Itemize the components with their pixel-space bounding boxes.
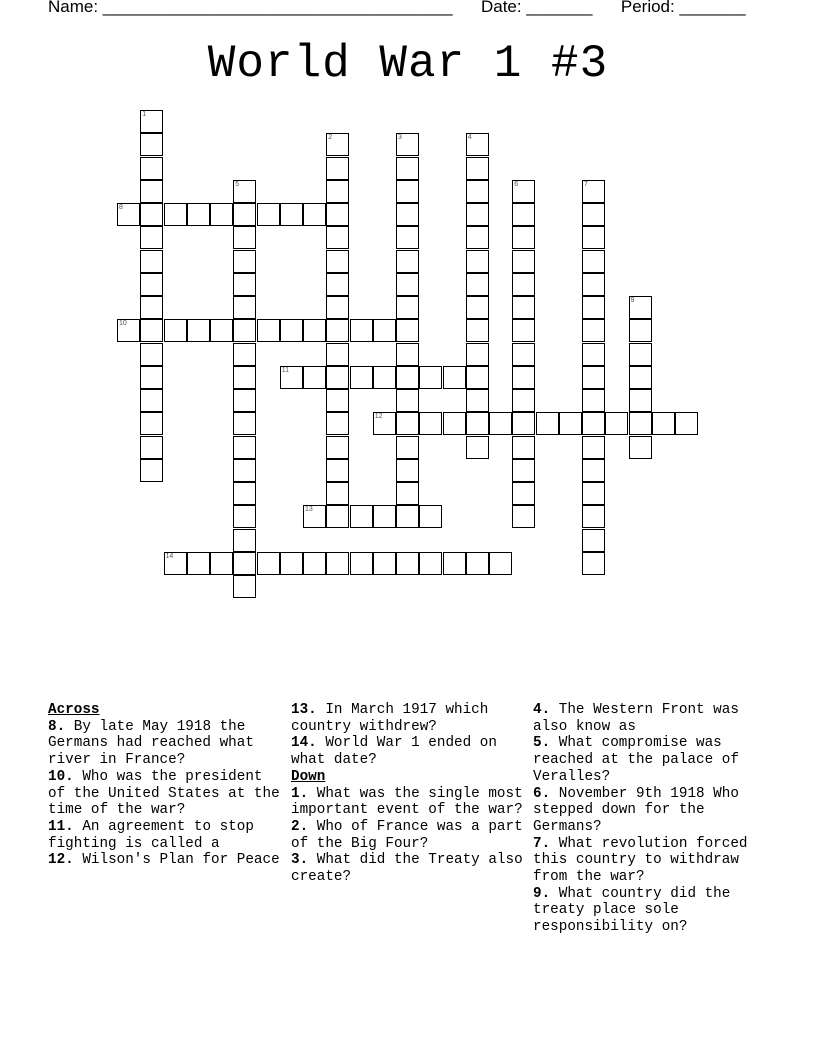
- crossword-cell[interactable]: [326, 180, 349, 203]
- crossword-cell[interactable]: [326, 505, 349, 528]
- crossword-cell[interactable]: [466, 319, 489, 342]
- crossword-cell[interactable]: [140, 226, 163, 249]
- crossword-cell[interactable]: [512, 250, 535, 273]
- crossword-cell[interactable]: [396, 296, 419, 319]
- crossword-cell[interactable]: [280, 366, 303, 389]
- crossword-cell[interactable]: [466, 203, 489, 226]
- crossword-cell[interactable]: [233, 180, 256, 203]
- crossword-cell[interactable]: [512, 180, 535, 203]
- crossword-cell[interactable]: [466, 366, 489, 389]
- crossword-cell[interactable]: [512, 389, 535, 412]
- crossword-cell[interactable]: [140, 343, 163, 366]
- crossword-cell[interactable]: [233, 250, 256, 273]
- crossword-cell[interactable]: [396, 482, 419, 505]
- clue-down-6: 6. November 9th 1918 Who stepped down for the Germans?: [533, 785, 739, 835]
- crossword-cell[interactable]: [629, 366, 652, 389]
- crossword-cell[interactable]: [187, 552, 210, 575]
- crossword-cell[interactable]: [536, 412, 559, 435]
- crossword-cell[interactable]: [512, 412, 535, 435]
- crossword-cell[interactable]: [629, 319, 652, 342]
- crossword-cell[interactable]: [280, 552, 303, 575]
- crossword-cell[interactable]: [605, 412, 628, 435]
- crossword-cell[interactable]: [466, 157, 489, 180]
- crossword-cell[interactable]: [140, 203, 163, 226]
- crossword-cell[interactable]: [326, 436, 349, 459]
- crossword-cell[interactable]: [396, 412, 419, 435]
- crossword-cell[interactable]: [326, 389, 349, 412]
- crossword-cell[interactable]: [396, 157, 419, 180]
- crossword-cell[interactable]: [629, 436, 652, 459]
- crossword-cell[interactable]: [233, 529, 256, 552]
- clue-down-1: 1. What was the single most important event of the war?: [291, 785, 523, 819]
- crossword-cell[interactable]: [396, 250, 419, 273]
- crossword-cell[interactable]: [117, 319, 140, 342]
- crossword-cell[interactable]: [350, 319, 373, 342]
- crossword-cell[interactable]: [373, 552, 396, 575]
- crossword-cell[interactable]: [326, 157, 349, 180]
- crossword-cell[interactable]: [326, 459, 349, 482]
- crossword-cell[interactable]: [303, 552, 326, 575]
- crossword-cell[interactable]: [466, 133, 489, 156]
- crossword-cell[interactable]: [140, 157, 163, 180]
- crossword-cell[interactable]: [164, 552, 187, 575]
- crossword-cell[interactable]: [140, 412, 163, 435]
- clue-number-label: 1: [142, 111, 147, 118]
- clue-across-8: 8. By late May 1918 the Germans had reached what river in France?: [48, 718, 254, 769]
- crossword-cell[interactable]: [210, 319, 233, 342]
- crossword-cell[interactable]: [396, 343, 419, 366]
- crossword-cell[interactable]: [512, 203, 535, 226]
- crossword-cell[interactable]: [326, 273, 349, 296]
- clue-number-label: 12: [374, 413, 383, 421]
- crossword-cell[interactable]: [512, 366, 535, 389]
- clue-number-label: 3: [398, 134, 402, 142]
- crossword-cell[interactable]: [582, 482, 605, 505]
- crossword-cell[interactable]: [396, 366, 419, 389]
- crossword-cell[interactable]: [443, 366, 466, 389]
- crossword-cell[interactable]: [582, 180, 605, 203]
- crossword-cell[interactable]: [512, 505, 535, 528]
- crossword-cell[interactable]: [257, 552, 280, 575]
- crossword-cell[interactable]: [233, 505, 256, 528]
- crossword-cell[interactable]: [396, 180, 419, 203]
- crossword-cell[interactable]: [140, 110, 163, 133]
- crossword-cell[interactable]: [233, 296, 256, 319]
- crossword-cell[interactable]: [466, 180, 489, 203]
- crossword-cell[interactable]: [629, 343, 652, 366]
- clue-down-4: 4. The Western Front was also know as: [533, 702, 739, 735]
- crossword-cell[interactable]: [140, 296, 163, 319]
- crossword-cell[interactable]: [233, 552, 256, 575]
- crossword-cell[interactable]: [233, 343, 256, 366]
- crossword-cell[interactable]: [512, 273, 535, 296]
- crossword-cell[interactable]: [396, 133, 419, 156]
- crossword-cell[interactable]: [582, 226, 605, 249]
- crossword-cell[interactable]: [140, 319, 163, 342]
- crossword-cell[interactable]: [396, 203, 419, 226]
- crossword-cell[interactable]: [396, 459, 419, 482]
- crossword-cell[interactable]: [233, 412, 256, 435]
- date-field[interactable]: Date: _______: [480, 0, 593, 16]
- clue-across-13: 13. In March 1917 which country withdrew?: [291, 702, 489, 735]
- clue-number-label: 13: [305, 506, 313, 514]
- crossword-cell[interactable]: [629, 412, 652, 435]
- crossword-cell[interactable]: [210, 552, 233, 575]
- crossword-cell[interactable]: [326, 552, 349, 575]
- crossword-cell[interactable]: [233, 389, 256, 412]
- crossword-cell[interactable]: [466, 343, 489, 366]
- crossword-cell[interactable]: [466, 552, 489, 575]
- crossword-cell[interactable]: [582, 436, 605, 459]
- crossword-cell[interactable]: [140, 250, 163, 273]
- crossword-cell[interactable]: [419, 552, 442, 575]
- crossword-cell[interactable]: [582, 250, 605, 273]
- crossword-cell[interactable]: [140, 273, 163, 296]
- crossword-cell[interactable]: [582, 319, 605, 342]
- clue-down-5: 5. What compromise was reached at the palace of Veralles?: [533, 735, 739, 785]
- crossword-cell[interactable]: [419, 366, 442, 389]
- clue-across-10: 10. Who was the president of the United States at the time of the war?: [48, 768, 280, 819]
- crossword-cell[interactable]: [466, 226, 489, 249]
- clues-column-2: [291, 702, 527, 886]
- crossword-cell[interactable]: [512, 226, 535, 249]
- clue-number-label: 2: [328, 134, 333, 142]
- crossword-cell[interactable]: [140, 459, 163, 482]
- crossword-cell[interactable]: [233, 436, 256, 459]
- crossword-cell[interactable]: [582, 552, 605, 575]
- crossword-cell[interactable]: [582, 389, 605, 412]
- crossword-cell[interactable]: [233, 226, 256, 249]
- clue-number-label: 6: [514, 180, 519, 188]
- clue-down-2: 2. Who of France was a part of the Big Four?: [291, 818, 523, 852]
- crossword-cell[interactable]: [419, 412, 442, 435]
- clue-down-3: 3. What did the Treaty also create?: [291, 852, 523, 886]
- crossword-cell[interactable]: [350, 366, 373, 389]
- student-info-line: [48, 0, 746, 17]
- crossword-cell[interactable]: [489, 412, 512, 435]
- crossword-cell[interactable]: [257, 319, 280, 342]
- crossword-cell[interactable]: [512, 343, 535, 366]
- crossword-cell[interactable]: [629, 296, 652, 319]
- crossword-cell[interactable]: [303, 505, 326, 528]
- crossword-cell[interactable]: [419, 505, 442, 528]
- crossword-cell[interactable]: [233, 575, 256, 598]
- crossword-cell[interactable]: [512, 319, 535, 342]
- crossword-cell[interactable]: [303, 203, 326, 226]
- clue-down-9: 9. What country did the treaty place sole responsibility on?: [533, 885, 731, 936]
- crossword-cell[interactable]: [326, 226, 349, 249]
- clue-number-label: 8: [119, 204, 123, 211]
- crossword-cell[interactable]: [396, 273, 419, 296]
- crossword-cell[interactable]: [443, 412, 466, 435]
- clue-across-12: 12. Wilson's Plan for Peace: [48, 852, 280, 869]
- crossword-cell[interactable]: [350, 505, 373, 528]
- crossword-cell[interactable]: [326, 203, 349, 226]
- crossword-cell[interactable]: [373, 319, 396, 342]
- clue-number-label: 7: [584, 180, 588, 188]
- crossword-cell[interactable]: [466, 296, 489, 319]
- period-field[interactable]: Period: _______: [620, 0, 746, 16]
- crossword-cell[interactable]: [512, 482, 535, 505]
- crossword-cell[interactable]: [373, 366, 396, 389]
- crossword-cell[interactable]: [396, 389, 419, 412]
- crossword-cell[interactable]: [303, 366, 326, 389]
- crossword-cell[interactable]: [326, 296, 349, 319]
- crossword-cell[interactable]: [326, 319, 349, 342]
- crossword-cell[interactable]: [233, 366, 256, 389]
- crossword-cell[interactable]: [512, 436, 535, 459]
- crossword-cell[interactable]: [396, 505, 419, 528]
- crossword-cell[interactable]: [233, 319, 256, 342]
- crossword-cell[interactable]: [443, 552, 466, 575]
- crossword-cell[interactable]: [140, 133, 163, 156]
- crossword-cell[interactable]: [373, 505, 396, 528]
- crossword-cell[interactable]: [466, 250, 489, 273]
- crossword-cell[interactable]: [373, 412, 396, 435]
- clue-number-label: 5: [235, 180, 240, 188]
- crossword-cell[interactable]: [210, 203, 233, 226]
- crossword-cell[interactable]: [512, 296, 535, 319]
- crossword-cell[interactable]: [280, 203, 303, 226]
- crossword-cell[interactable]: [326, 133, 349, 156]
- crossword-cell[interactable]: [466, 412, 489, 435]
- crossword-cell[interactable]: [233, 459, 256, 482]
- clue-number-label: 11: [281, 366, 290, 374]
- down-heading: Down: [291, 768, 326, 785]
- crossword-cell[interactable]: [675, 412, 698, 435]
- crossword-cell[interactable]: [117, 203, 140, 226]
- crossword-cell[interactable]: [582, 366, 605, 389]
- crossword-cell[interactable]: [233, 482, 256, 505]
- crossword-cell[interactable]: [466, 436, 489, 459]
- clue-number-label: 10: [119, 320, 127, 328]
- crossword-cell[interactable]: [257, 203, 280, 226]
- crossword-cell[interactable]: [140, 389, 163, 412]
- crossword-cell[interactable]: [396, 226, 419, 249]
- clue-down-7: 7. What revolution forced this country to withdraw from the war?: [533, 835, 748, 886]
- crossword-cell[interactable]: [350, 552, 373, 575]
- crossword-cell[interactable]: [326, 412, 349, 435]
- crossword-cell[interactable]: [396, 552, 419, 575]
- name-field[interactable]: Name: _____________________________________: [48, 0, 453, 16]
- across-heading: Across: [48, 702, 100, 718]
- crossword-cell[interactable]: [187, 319, 210, 342]
- crossword-cell[interactable]: [326, 366, 349, 389]
- crossword-cell[interactable]: [326, 482, 349, 505]
- crossword-cell[interactable]: [466, 273, 489, 296]
- crossword-cell[interactable]: [140, 436, 163, 459]
- clue-number-label: 4: [467, 134, 472, 142]
- crossword-cell[interactable]: [164, 203, 187, 226]
- crossword-cell[interactable]: [396, 436, 419, 459]
- clue-number-label: 9: [630, 297, 635, 304]
- clue-across-11: 11. An agreement to stop fighting is called a: [48, 818, 254, 852]
- crossword-cell[interactable]: [582, 529, 605, 552]
- crossword-cell[interactable]: [629, 389, 652, 412]
- crossword-cell[interactable]: [233, 273, 256, 296]
- crossword-cell[interactable]: [582, 412, 605, 435]
- crossword-cell[interactable]: [280, 319, 303, 342]
- crossword-cell[interactable]: [140, 366, 163, 389]
- crossword-cell[interactable]: [582, 343, 605, 366]
- clue-number-label: 14: [165, 552, 174, 560]
- crossword-cell[interactable]: [326, 343, 349, 366]
- crossword-cell[interactable]: [233, 203, 256, 226]
- clues-column-3: [533, 702, 769, 936]
- crossword-cell[interactable]: [582, 459, 605, 482]
- crossword-cell[interactable]: [582, 203, 605, 226]
- crossword-cell[interactable]: [396, 319, 419, 342]
- crossword-cell[interactable]: [582, 273, 605, 296]
- puzzle-title: World War 1 #3: [207, 38, 609, 90]
- clues-column-1: [48, 702, 284, 869]
- crossword-cell[interactable]: [652, 412, 675, 435]
- crossword-cell[interactable]: [466, 389, 489, 412]
- crossword-cell[interactable]: [326, 250, 349, 273]
- crossword-cell[interactable]: [512, 459, 535, 482]
- crossword-cell[interactable]: [559, 412, 582, 435]
- crossword-cell[interactable]: [582, 296, 605, 319]
- crossword-cell[interactable]: [582, 505, 605, 528]
- crossword-cell[interactable]: [489, 552, 512, 575]
- crossword-cell[interactable]: [140, 180, 163, 203]
- crossword-cell[interactable]: [303, 319, 326, 342]
- crossword-cell[interactable]: [164, 319, 187, 342]
- crossword-cell[interactable]: [187, 203, 210, 226]
- clue-across-14: 14. World War 1 ended on what date?: [291, 735, 497, 769]
